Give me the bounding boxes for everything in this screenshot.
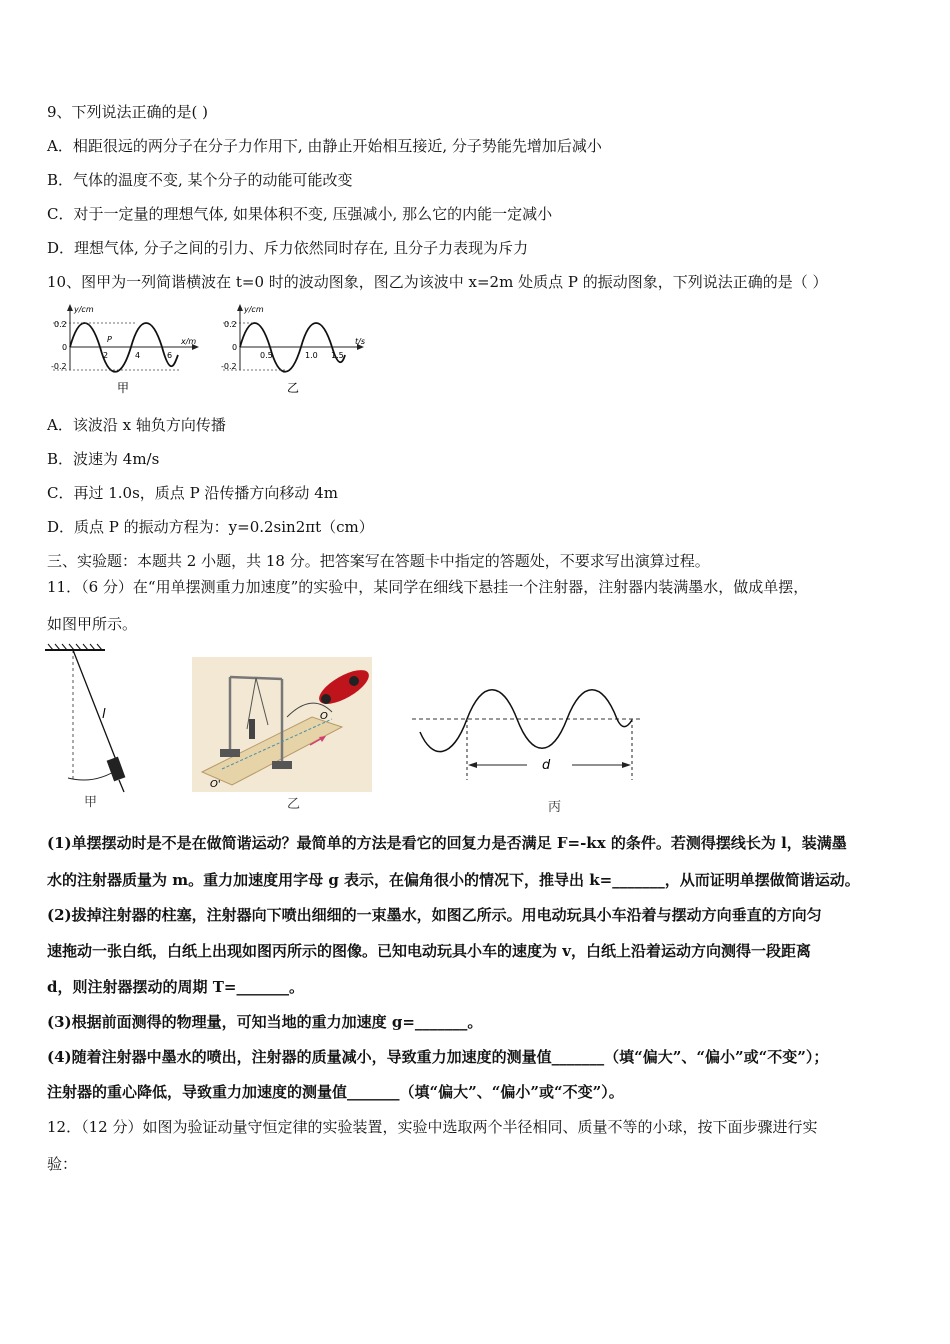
q9-option-b: B．气体的温度不变, 某个分子的动能可能改变 xyxy=(47,171,353,189)
q9-stem: 9、下列说法正确的是( ) xyxy=(47,103,209,121)
jia-xtick-2: 2 xyxy=(103,351,109,360)
jia-ytick-top: 0.2 xyxy=(54,320,67,329)
q10-option-b: B．波速为 4m/s xyxy=(47,450,160,468)
q9-option-d: D．理想气体, 分子之间的引力、斥力依然同时存在, 且分子力表现为斥力 xyxy=(47,239,529,257)
q10-figure-jia xyxy=(45,300,205,400)
q11-stem-line1: 11．（6 分）在“用单摆测重力加速度”的实验中，某同学在细线下悬挂一个注射器，注射器内装满墨水，做成单摆， xyxy=(47,578,809,596)
q10-option-a: A．该波沿 x 轴负方向传播 xyxy=(47,416,226,434)
jia-point-p: P xyxy=(107,335,112,344)
jia-ytick-bottom: -0.2 xyxy=(51,362,67,371)
q11-figure-bing-caption: 丙 xyxy=(548,800,562,815)
q10-figure-yi xyxy=(215,300,375,400)
pendulum-length-label: l xyxy=(102,707,106,722)
trace-d-label: d xyxy=(542,758,551,773)
q9-option-a: A．相距很远的两分子在分子力作用下, 由静止开始相互接近, 分子势能先增加后减小 xyxy=(47,137,602,155)
q11-part1-line1: (1)单摆摆动时是不是在做简谐运动？最简单的方法是看它的回复力是否满足 F=-kx 的条件。若测得摆线长为 l，装满墨 xyxy=(47,834,847,852)
yi-origin: 0 xyxy=(232,343,238,352)
q11-part2-line1: (2)拔掉注射器的柱塞，注射器向下喷出细细的一束墨水，如图乙所示。用电动玩具小车沿着与摆动方向垂直的方向匀 xyxy=(47,906,822,924)
jia-ylabel: y/cm xyxy=(74,305,94,314)
apparatus-o2-label: O' xyxy=(210,779,221,790)
yi-ytick-bottom: -0.2 xyxy=(221,362,237,371)
q11-part4-line1: (4)随着注射器中墨水的喷出，注射器的质量减小，导致重力加速度的测量值_______（填“偏大”、“偏小”或“不变”）； xyxy=(47,1048,829,1066)
yi-xlabel: t/s xyxy=(355,337,365,346)
q11-figure-trace xyxy=(412,680,647,800)
section-3-heading: 三、实验题：本题共 2 小题，共 18 分。把答案写在答题卡中指定的答题处，不要求写出演算过程。 xyxy=(47,552,710,570)
yi-xtick-05: 0.5 xyxy=(260,351,273,360)
q10-option-c: C．再过 1.0s，质点 P 沿传播方向移动 4m xyxy=(47,484,338,502)
q11-figure-jia-caption: 甲 xyxy=(84,795,98,810)
q11-figure-yi-caption: 乙 xyxy=(287,797,301,812)
jia-xtick-4: 4 xyxy=(135,351,141,360)
q11-figure-pendulum xyxy=(40,640,150,815)
q11-stem-line2: 如图甲所示。 xyxy=(47,615,138,633)
jia-caption: 甲 xyxy=(117,381,130,395)
q12-stem-line2: 验： xyxy=(47,1155,78,1173)
jia-origin: 0 xyxy=(62,343,68,352)
yi-xtick-10: 1.0 xyxy=(305,351,318,360)
yi-xtick-15: 1.5 xyxy=(331,351,344,360)
yi-ytick-top: 0.2 xyxy=(224,320,237,329)
q12-stem-line1: 12．（12 分）如图为验证动量守恒定律的实验装置，实验中选取两个半径相同、质量不等的小球，按下面步骤进行实 xyxy=(47,1118,818,1136)
q11-part2-line2: 速拖动一张白纸，白纸上出现如图丙所示的图像。已知电动玩具小车的速度为 v，白纸上沿着运动方向测得一段距离 xyxy=(47,942,811,960)
q11-part1-line2: 水的注射器质量为 m。重力加速度用字母 g 表示，在偏角很小的情况下，推导出 k=_______，从而证明单摆做简谐运动。 xyxy=(47,871,860,889)
jia-xlabel: x/m xyxy=(181,337,197,346)
q10-option-d: D．质点 P 的振动方程为：y=0.2sin2πt（cm） xyxy=(47,518,374,536)
yi-ylabel: y/cm xyxy=(244,305,264,314)
q11-part2-line3: d，则注射器摆动的周期 T=_______。 xyxy=(47,978,304,996)
jia-xtick-6: 6 xyxy=(167,351,173,360)
q11-part3: (3)根据前面测得的物理量，可知当地的重力加速度 g=_______。 xyxy=(47,1013,483,1031)
q9-option-c: C．对于一定量的理想气体, 如果体积不变, 压强减小, 那么它的内能一定减小 xyxy=(47,205,553,223)
q11-figure-apparatus-photo xyxy=(192,657,372,792)
yi-caption: 乙 xyxy=(287,381,300,395)
q10-stem: 10、图甲为一列简谐横波在 t=0 时的波动图象，图乙为该波中 x=2m 处质点 P 的振动图象，下列说法正确的是（ ） xyxy=(47,273,828,291)
q11-part4-line2: 注射器的重心降低，导致重力加速度的测量值_______（填“偏大”、“偏小”或“不变”）。 xyxy=(47,1083,624,1101)
apparatus-o-label: O xyxy=(320,711,328,722)
